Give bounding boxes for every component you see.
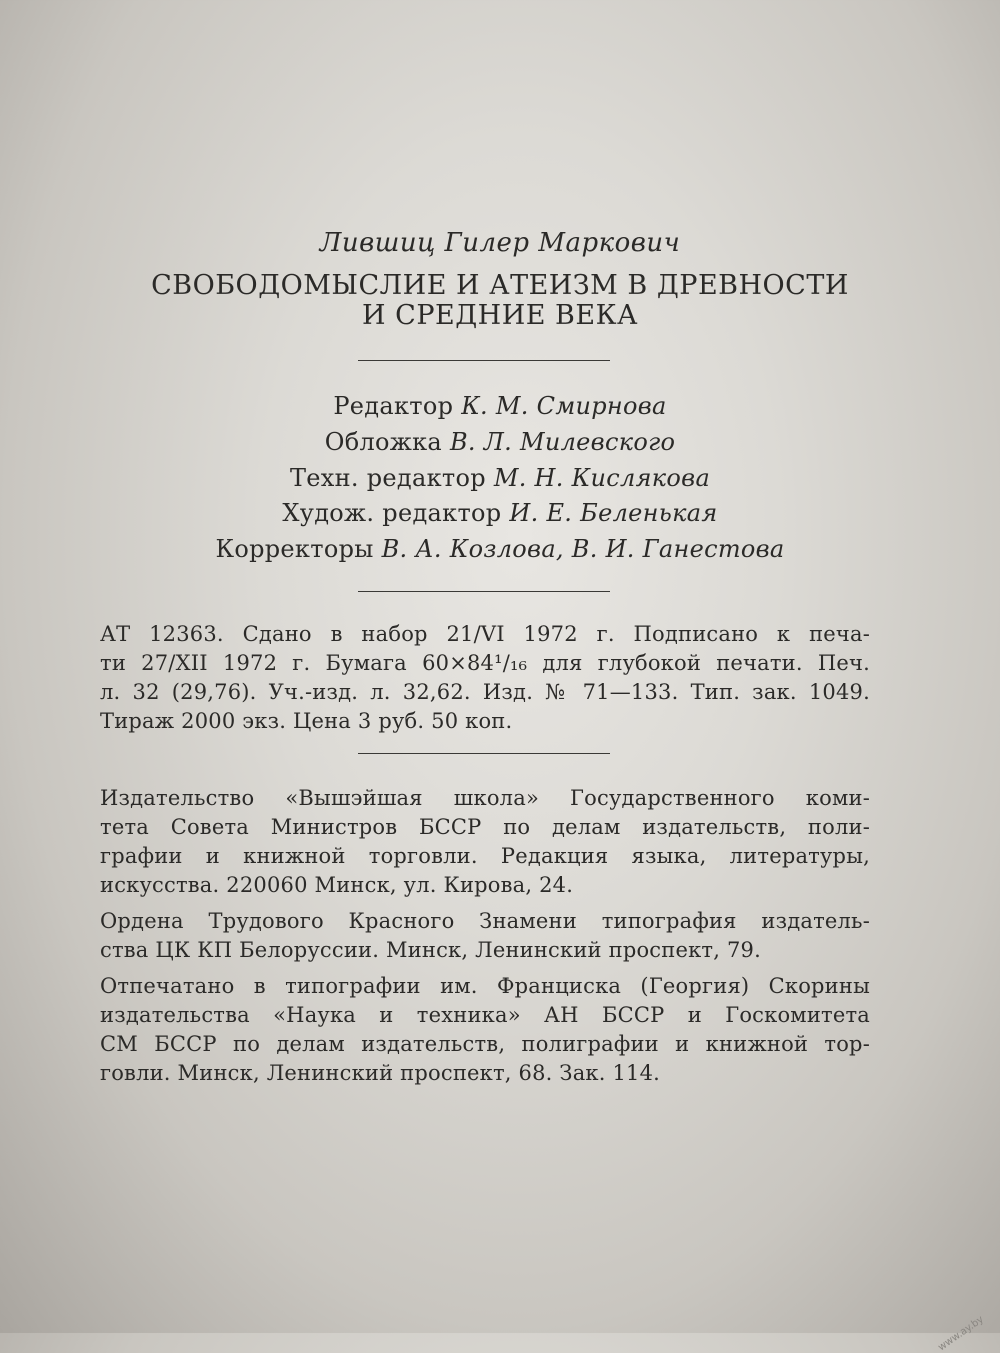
- imprint-line: Тираж 2000 экз. Цена 3 руб. 50 коп.: [100, 709, 513, 733]
- credit-names: В. Л. Милевского: [449, 428, 676, 456]
- imprint-line: ти 27/XII 1972 г. Бумага 60×84¹/₁₆ для глубокой печати. Печ.: [100, 651, 870, 675]
- imprint-line: л. 32 (29,76). Уч.-изд. л. 32,62. Изд. № 71—133. Тип. зак. 1049.: [100, 680, 870, 704]
- author-name: Лившиц Гилер Маркович: [319, 228, 681, 258]
- site-watermark: www.ay.by: [936, 1313, 986, 1353]
- publisher-line: искусства. 220060 Минск, ул. Кирова, 24.: [100, 873, 574, 897]
- book-title-line-1: СВОБОДОМЫСЛИЕ И АТЕИЗМ В ДРЕВНОСТИ: [151, 270, 849, 301]
- credit-role: Худож. редактор: [282, 499, 502, 527]
- credit-tech-editor: [100, 464, 900, 492]
- printer-line: Отпечатано в типографии им. Франциска (Георгия) Скорины: [100, 974, 870, 998]
- divider-rule: [358, 591, 610, 592]
- publisher-paragraph: [100, 784, 870, 900]
- divider-rule: [358, 753, 610, 754]
- credit-editor: [100, 392, 900, 420]
- credit-role: Редактор: [333, 392, 454, 420]
- publisher-line: графии и книжной торговли. Редакция языка, литературы,: [100, 844, 870, 868]
- credit-art-editor: [100, 499, 900, 527]
- credit-names: М. Н. Кислякова: [493, 464, 711, 492]
- printer-paragraph-2: [100, 972, 870, 1088]
- printer-line: СМ БССР по делам издательств, полиграфии и книжной тор-: [100, 1032, 870, 1056]
- publisher-line: Издательство «Вышэйшая школа» Государственного коми-: [100, 786, 870, 810]
- credit-names: И. Е. Беленькая: [509, 499, 718, 527]
- imprint-paragraph: [100, 620, 870, 736]
- divider-rule: [358, 360, 610, 361]
- printer-line: ства ЦК КП Белоруссии. Минск, Ленинский проспект, 79.: [100, 938, 761, 962]
- credit-role: Техн. редактор: [289, 464, 486, 492]
- printer-line: Ордена Трудового Красного Знамени типография издатель-: [100, 909, 870, 933]
- printer-line: говли. Минск, Ленинский проспект, 68. Зак. 114.: [100, 1061, 661, 1085]
- imprint-line: АТ 12363. Сдано в набор 21/VI 1972 г. Подписано к печа-: [100, 622, 870, 646]
- credit-names: В. А. Козлова, В. И. Ганестова: [381, 535, 785, 563]
- credit-role: Обложка: [324, 428, 443, 456]
- publisher-line: тета Совета Министров БССР по делам издательств, поли-: [100, 815, 870, 839]
- credit-names: К. М. Смирнова: [461, 392, 667, 420]
- credit-role: Корректоры: [215, 535, 374, 563]
- printer-paragraph-1: [100, 907, 870, 965]
- credit-proofreaders: [100, 535, 900, 563]
- book-title-line-2: И СРЕДНИЕ ВЕКА: [362, 300, 638, 331]
- credit-cover: [100, 428, 900, 456]
- printer-line: издательства «Наука и техника» АН БССР и Госкомитета: [100, 1003, 870, 1027]
